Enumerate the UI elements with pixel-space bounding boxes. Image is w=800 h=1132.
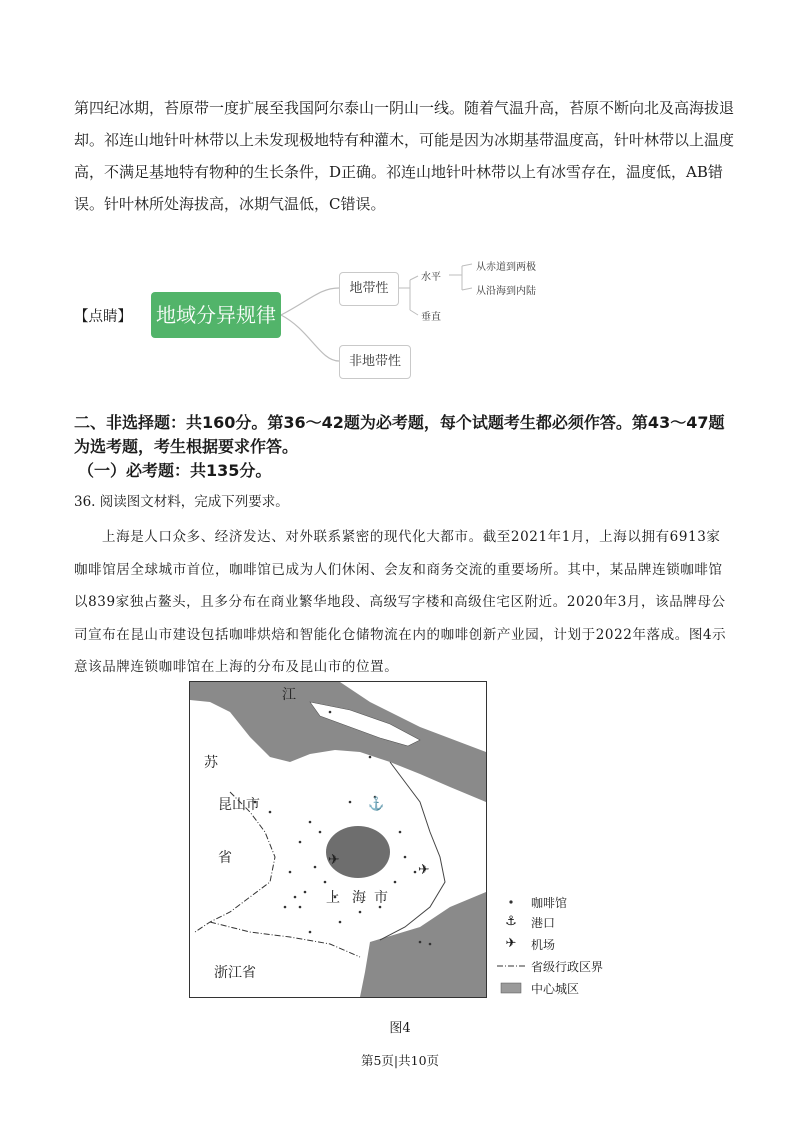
map-legend (495, 893, 625, 1003)
map-label-shanghai-1: 上 (326, 890, 340, 906)
legend-boundary: 省级行政区界 (495, 957, 625, 975)
map-label-sheng: 省 (218, 850, 232, 866)
mindmap-horizontal: 水平 (421, 272, 441, 283)
svg-text:✈: ✈ (418, 862, 430, 878)
mindmap-leaf-coast: 从沿海到内陆 (476, 286, 536, 297)
answer-paragraph: 第四纪冰期，苔原带一度扩展至我国阿尔泰山一阴山一线。随着气温升高，苔原不断向北及高海拔退却。祁连山地针叶林带以上未发现极地特有种灌木，可能是因为冰期基带温度高，针叶林带以上温度高，不满足基地特有物种的生长条件，D正确。祁连山地针叶林带以上有冰雪存在，温度低，AB错误。针叶林所处海拔高，冰期气温低，C错误。 (74, 99, 735, 213)
mindmap-root: 地域分异规律 (151, 292, 281, 338)
question-prompt: 36. 阅读图文材料，完成下列要求。 (74, 494, 289, 510)
svg-text:⚓: ⚓ (368, 797, 385, 812)
section-title: 二、非选择题：共160分。第36～42题为必考题，每个试题考生都必须作答。第43～47题为选考题，考生根据要求作答。 (74, 413, 725, 456)
map-label-zhejiang: 浙江省 (214, 965, 256, 981)
legend-airport: ✈ 机场 (495, 935, 625, 953)
river-estuary (190, 682, 486, 802)
map-svg (190, 682, 486, 997)
map-figure (189, 681, 487, 998)
bay-water (360, 892, 486, 997)
section-sub: （一）必考题：共135分。 (78, 461, 272, 480)
figure-caption: 图4 (389, 1021, 411, 1036)
map-label-su: 苏 (204, 755, 218, 771)
mindmap-vertical: 垂直 (421, 312, 441, 323)
hatched-area-icon (497, 981, 525, 995)
legend-cafe: 咖啡馆 (495, 893, 625, 911)
map-label-shanghai-2: 海 (352, 890, 366, 906)
mindmap-leaf-equator: 从赤道到两极 (476, 262, 536, 273)
boundary-line-icon (497, 959, 525, 973)
mindmap-nonband-node: 非地带性 (339, 345, 411, 379)
legend-center: 中心城区 (495, 979, 625, 997)
map-label-shanghai-3: 市 (374, 890, 388, 906)
question-material: 上海是人口众多、经济发达、对外联系紧密的现代化大都市。截至2021年1月，上海以拥有6913家咖啡馆居全球城市首位，咖啡馆已成为人们休闲、会友和商务交流的重要场所。其中，某品牌连锁咖啡馆以839家独占鳌头，且多分布在商业繁华地段、高级写字楼和高级住宅区附近。2020年3月，该品牌母公司宣布在昆山市建设包括咖啡烘焙和智能化仓储物流在内的咖啡创新产业园，计划于2022年落成。图4示意该品牌连锁咖啡馆在上海的分布及昆山市的位置。 (74, 529, 727, 676)
mindmap-connectors (0, 0, 800, 400)
mindmap-band-node: 地带性 (339, 272, 399, 306)
legend-port: ⚓ 港口 (495, 913, 625, 931)
page-footer: 第5页|共10页 (360, 1053, 440, 1068)
anchor-icon: ⚓ (505, 914, 517, 929)
svg-text:✈: ✈ (328, 852, 340, 868)
dianjing-label: 【点睛】 (74, 309, 132, 325)
cafe-dot-icon (497, 895, 525, 909)
airplane-icon: ✈ (505, 936, 517, 951)
map-label-jiang: 江 (282, 687, 296, 703)
map-label-kunshan: 昆山市 (218, 797, 260, 813)
